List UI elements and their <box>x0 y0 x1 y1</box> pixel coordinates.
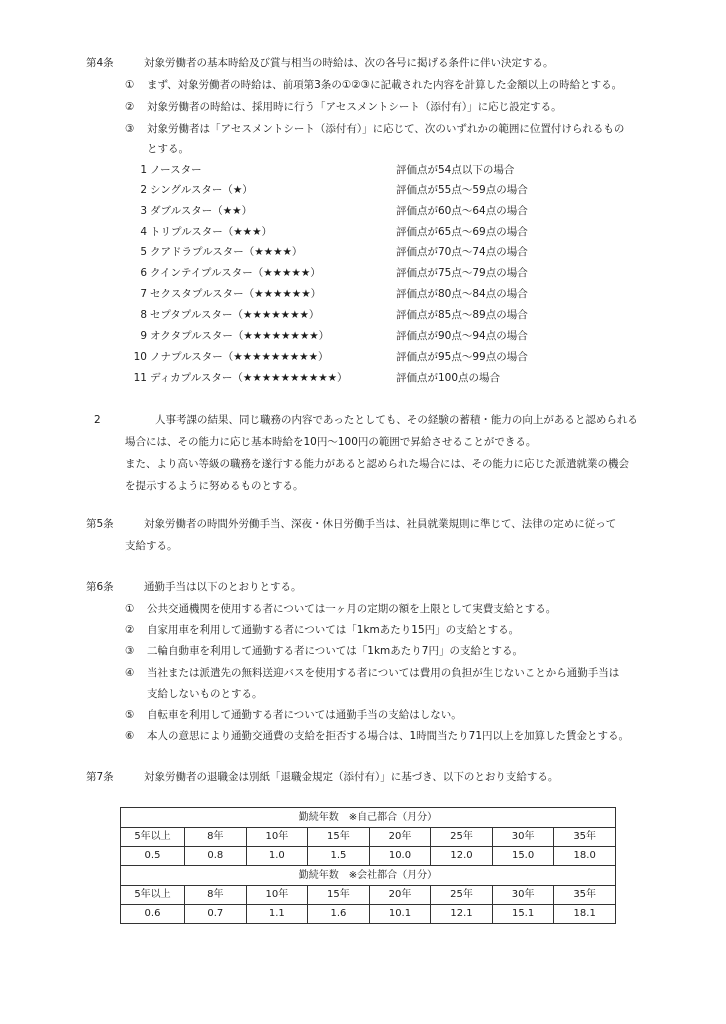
star-rank-condition: 評価点が70点～74点の場合 <box>396 246 528 258</box>
paragraph-line: 人事考課の結果、同じ職務の内容であったとしても、その経験の蓄積・能力の向上があると認められる <box>155 414 638 426</box>
star-rank-label: トリプルスター（★★★） <box>150 226 273 238</box>
star-rank-name <box>131 165 202 176</box>
table-row <box>121 847 616 866</box>
table-cell: 25年 <box>431 886 493 905</box>
item-marker: ① <box>125 603 135 615</box>
paragraph-number: 2 <box>94 414 101 426</box>
item-text-continued: 支給しないものとする。 <box>147 688 263 700</box>
table-cell: 35年 <box>554 828 616 847</box>
table-cell: 12.1 <box>431 905 493 924</box>
star-rank-condition: 評価点が65点～69点の場合 <box>396 226 528 238</box>
table-cell: 1.0 <box>246 847 308 866</box>
table-cell: 15.1 <box>492 905 554 924</box>
item-text: 公共交通機関を使用する者については一ヶ月の定期の額を上限として実費支給とする。 <box>147 603 557 615</box>
table-cell: 18.0 <box>554 847 616 866</box>
table-cell: 30年 <box>492 886 554 905</box>
star-rank-number: 1 <box>140 164 147 176</box>
star-rank-number: 7 <box>140 288 147 300</box>
article-5-line: 支給する。 <box>125 540 178 552</box>
star-rank-name <box>131 331 329 342</box>
star-rank-label: ダブルスター（★★） <box>150 205 253 217</box>
retirement-allowance-table <box>120 807 616 924</box>
item-text: 自転車を利用して通勤する者については通勤手当の支給はしない。 <box>147 709 462 721</box>
star-rank-name <box>131 352 328 363</box>
star-rank-number: 5 <box>140 246 147 258</box>
star-rank-label: セクスタプルスター（★★★★★★） <box>150 288 322 300</box>
star-rank-label: ディカプルスター（★★★★★★★★★★） <box>150 372 348 384</box>
table-cell: 15年 <box>308 886 370 905</box>
table-cell: 10年 <box>246 886 308 905</box>
item-text: 二輪自動車を利用して通勤する者については「1kmあたり7円」の支給とする。 <box>147 645 523 657</box>
article-4-heading: 第4条 <box>86 57 114 69</box>
star-rank-name <box>131 185 253 196</box>
article-4-body: 対象労働者の基本時給及び賞与相当の時給は、次の各号に掲げる条件に伴い決定する。 <box>144 57 554 69</box>
star-rank-name <box>131 268 321 279</box>
star-rank-name <box>131 373 348 384</box>
star-rank-name <box>131 289 321 300</box>
article-7-heading: 第7条 <box>86 771 114 783</box>
star-rank-number: 6 <box>140 267 147 279</box>
table-cell: 18.1 <box>554 905 616 924</box>
star-rank-condition: 評価点が54点以下の場合 <box>396 164 515 176</box>
table-caption: 勤続年数 ※自己都合（月分） <box>121 808 616 828</box>
star-rank-label: クアドラプルスター（★★★★） <box>150 246 303 258</box>
table-cell: 0.8 <box>185 847 247 866</box>
star-rank-label: ノナプルスター（★★★★★★★★★） <box>150 351 329 363</box>
item-marker: ② <box>125 101 135 113</box>
article-5-heading: 第5条 <box>86 518 114 530</box>
table-cell: 8年 <box>185 886 247 905</box>
star-rank-number: 2 <box>140 184 147 196</box>
star-rank-number: 9 <box>140 330 147 342</box>
paragraph-line: また、より高い等級の職務を遂行する能力があると認められた場合には、その能力に応じた派遣就業の機会 <box>125 458 629 470</box>
star-rank-name <box>131 310 319 321</box>
item-marker: ⑤ <box>125 709 135 721</box>
item-text: 本人の意思により通勤交通費の支給を拒否する場合は、1時間当たり71円以上を加算した賃金とする。 <box>147 730 630 742</box>
table-cell: 15年 <box>308 828 370 847</box>
item-text: 対象労働者の時給は、採用時に行う「アセスメントシート（添付有）」に応じ設定する。 <box>147 101 562 113</box>
table-caption-row <box>121 808 616 828</box>
table-cell: 12.0 <box>431 847 493 866</box>
article-7-body: 対象労働者の退職金は別紙「退職金規定（添付有）」に基づき、以下のとおり支給する。 <box>144 771 559 783</box>
star-rank-condition: 評価点が60点～64点の場合 <box>396 205 528 217</box>
item-marker: ③ <box>125 645 135 657</box>
star-rank-condition: 評価点が100点の場合 <box>396 372 501 384</box>
article-6-body: 通勤手当は以下のとおりとする。 <box>144 581 302 593</box>
star-rank-name <box>131 227 272 238</box>
table-cell: 30年 <box>492 828 554 847</box>
table-cell: 1.6 <box>308 905 370 924</box>
item-marker: ③ <box>125 123 135 135</box>
table-cell: 5年以上 <box>121 828 185 847</box>
star-rank-label: シングルスター（★） <box>150 184 253 196</box>
star-rank-condition: 評価点が80点～84点の場合 <box>396 288 528 300</box>
table-cell: 1.1 <box>246 905 308 924</box>
table-cell: 35年 <box>554 886 616 905</box>
table-cell: 20年 <box>369 828 431 847</box>
star-rank-name <box>131 247 302 258</box>
star-rank-condition: 評価点が90点～94点の場合 <box>396 330 528 342</box>
star-rank-label: オクタプルスター（★★★★★★★★） <box>150 330 330 342</box>
item-text-continued: とする。 <box>147 143 189 155</box>
star-rank-label: セプタプルスター（★★★★★★★） <box>150 309 320 321</box>
item-text: 自家用車を利用して通勤する者については「1kmあたり15円」の支給とする。 <box>147 624 520 636</box>
table-caption-row <box>121 866 616 886</box>
star-rank-condition: 評価点が95点～99点の場合 <box>396 351 528 363</box>
table-caption: 勤続年数 ※会社都合（月分） <box>121 866 616 886</box>
item-marker: ⑥ <box>125 730 135 742</box>
star-rank-condition: 評価点が75点～79点の場合 <box>396 267 528 279</box>
item-text: 対象労働者は「アセスメントシート（添付有）」に応じて、次のいずれかの範囲に位置付けられるもの <box>147 123 625 135</box>
star-rank-number: 10 <box>133 351 147 363</box>
table-cell: 0.7 <box>185 905 247 924</box>
table-cell: 0.6 <box>121 905 185 924</box>
table-cell: 10.1 <box>369 905 431 924</box>
star-rank-number: 8 <box>140 309 147 321</box>
item-marker: ① <box>125 79 135 91</box>
table-cell: 8年 <box>185 828 247 847</box>
table-row <box>121 905 616 924</box>
star-rank-condition: 評価点が55点～59点の場合 <box>396 184 528 196</box>
item-text: 当社または派遣先の無料送迎バスを使用する者については費用の負担が生じないことから通勤手当は <box>147 667 620 679</box>
table-cell: 5年以上 <box>121 886 185 905</box>
table-cell: 20年 <box>369 886 431 905</box>
star-rank-number: 4 <box>140 226 147 238</box>
star-rank-number: 11 <box>133 372 147 384</box>
star-rank-name <box>131 206 252 217</box>
table-cell: 0.5 <box>121 847 185 866</box>
table-row <box>121 886 616 905</box>
table-cell: 1.5 <box>308 847 370 866</box>
star-rank-label: ノースター <box>150 164 202 176</box>
item-marker: ② <box>125 624 135 636</box>
paragraph-line: 場合には、その能力に応じ基本時給を10円～100円の範囲で昇給させることができる。 <box>125 436 537 448</box>
table-cell: 10年 <box>246 828 308 847</box>
table-cell: 10.0 <box>369 847 431 866</box>
table-cell: 15.0 <box>492 847 554 866</box>
article-6-heading: 第6条 <box>86 581 114 593</box>
star-rank-condition: 評価点が85点～89点の場合 <box>396 309 528 321</box>
item-text: まず、対象労働者の時給は、前項第3条の①②③に記載された内容を計算した金額以上の時給とする。 <box>147 79 623 91</box>
table-row <box>121 828 616 847</box>
item-marker: ④ <box>125 667 135 679</box>
star-rank-label: クインテイプルスター（★★★★★） <box>150 267 321 279</box>
table-cell: 25年 <box>431 828 493 847</box>
article-5-line: 対象労働者の時間外労働手当、深夜・休日労働手当は、社員就業規則に準じて、法律の定めに従って <box>144 518 617 530</box>
star-rank-number: 3 <box>140 205 147 217</box>
paragraph-line: を提示するように努めるものとする。 <box>125 480 304 492</box>
